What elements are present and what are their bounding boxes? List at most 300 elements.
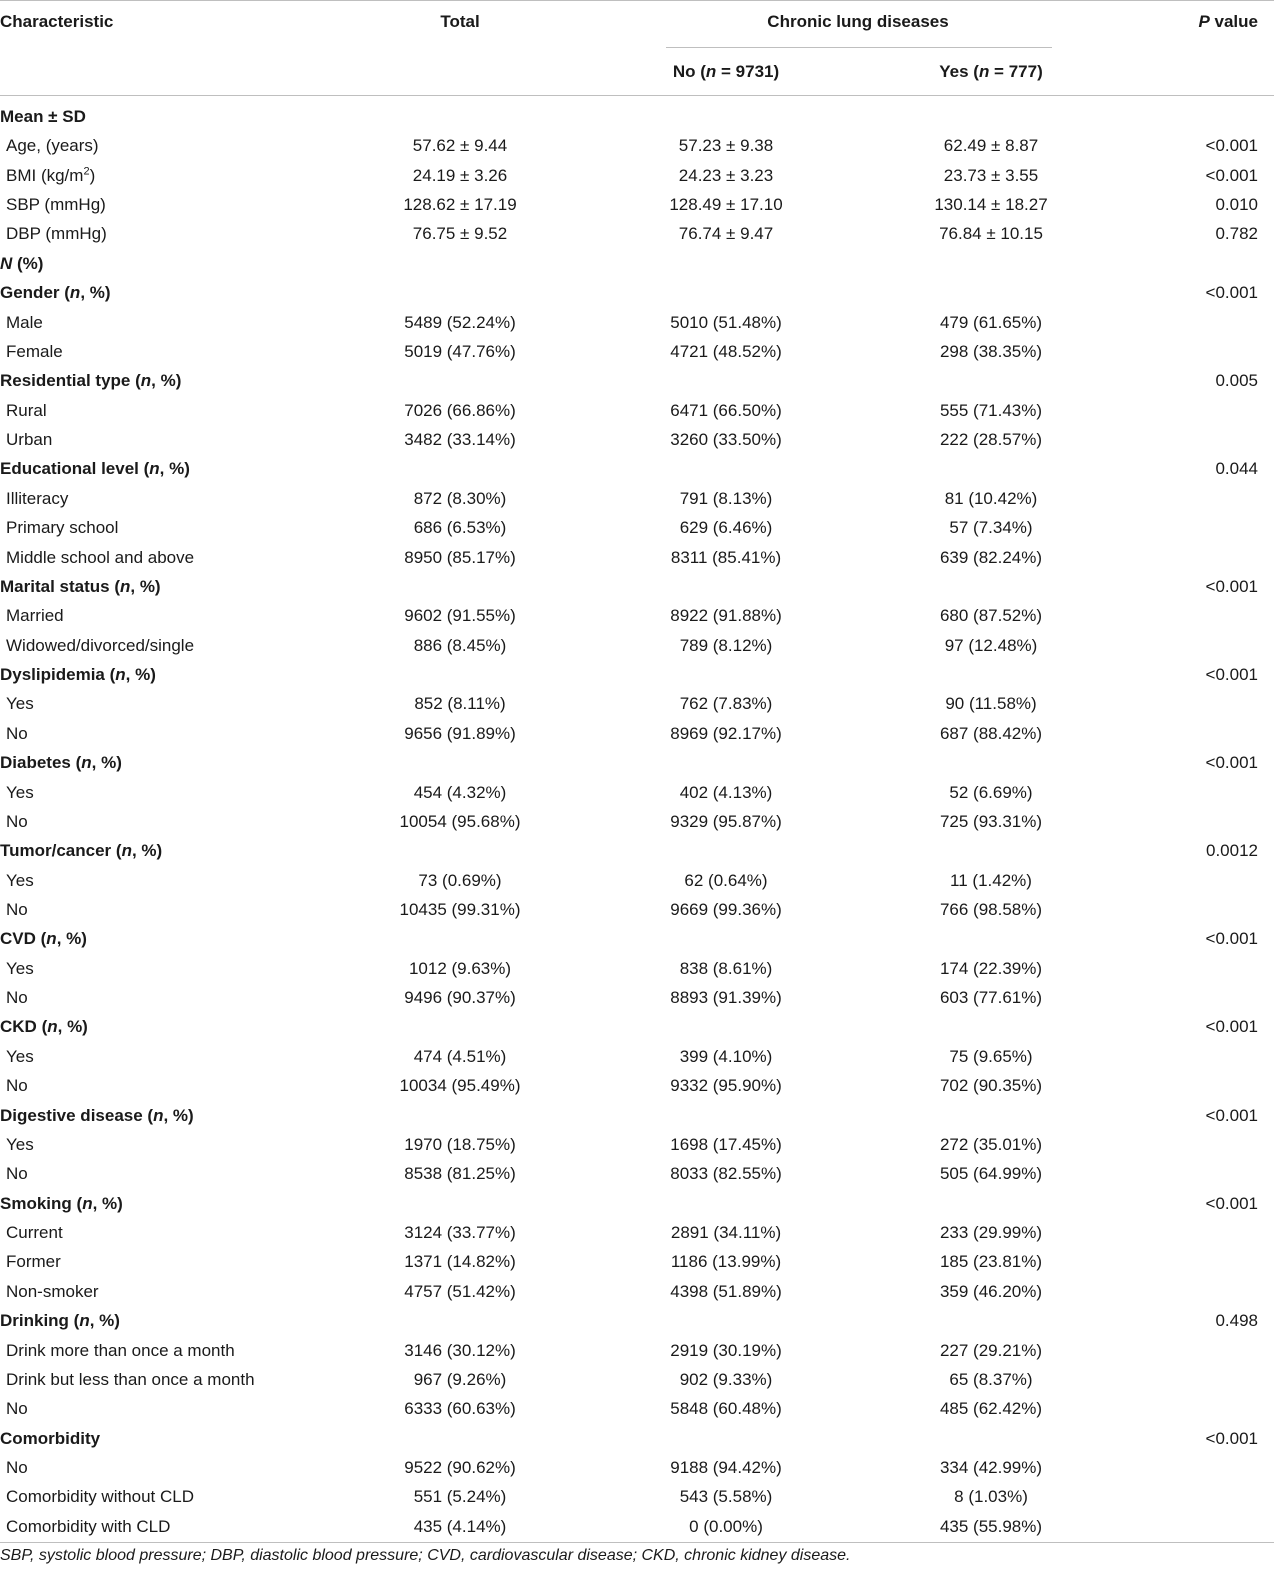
table-bottom-rule — [0, 1542, 1274, 1543]
table-row — [0, 954, 1274, 984]
row-label — [6, 1042, 34, 1072]
label-np-n: n — [82, 1193, 93, 1213]
label-np-close: , %) — [56, 929, 87, 949]
cell-yes-cld: 174 (22.39%) — [939, 958, 1043, 978]
section-label — [0, 102, 86, 132]
label-text: Rural — [6, 400, 47, 420]
label-np-n: n — [119, 576, 131, 596]
table-row — [0, 866, 1274, 896]
label-text: Diabetes — [0, 753, 71, 773]
table-row — [0, 1130, 1274, 1160]
section-label — [0, 836, 162, 866]
label-np-close: , %) — [131, 841, 163, 861]
cell-no-cld: 76.74 ± 9.47 — [678, 224, 774, 244]
table-row — [0, 631, 1274, 661]
cell-no-cld: 902 (9.33%) — [679, 1369, 773, 1389]
label-text: No — [6, 1399, 28, 1419]
cell-yes-cld: 435 (55.98%) — [939, 1516, 1043, 1536]
table-row — [0, 1042, 1274, 1072]
label-np-n: n — [115, 665, 126, 685]
cell-no-cld: 402 (4.13%) — [679, 782, 773, 802]
cell-yes-cld: 485 (62.42%) — [939, 1399, 1043, 1419]
cell-total: 8950 (85.17%) — [404, 547, 516, 567]
cell-total: 1970 (18.75%) — [404, 1134, 516, 1154]
label-superscript: 2 — [83, 165, 90, 178]
cell-yes-cld: 505 (64.99%) — [939, 1164, 1043, 1184]
cell-total: 10054 (95.68%) — [399, 811, 521, 831]
label-text: Yes — [6, 958, 34, 978]
label-text: No — [6, 899, 28, 919]
cell-total: 9496 (90.37%) — [404, 988, 516, 1008]
table-row — [0, 601, 1274, 631]
cell-no-cld: 4398 (51.89%) — [670, 1281, 782, 1301]
label-text: Marital status — [0, 576, 110, 596]
cell-no-cld: 9329 (95.87%) — [670, 811, 782, 831]
label-text: No — [6, 1458, 28, 1478]
section-row — [0, 366, 1274, 396]
cell-total: 4757 (51.42%) — [404, 1281, 516, 1301]
row-label — [6, 219, 107, 249]
table-row — [0, 484, 1274, 514]
section-label — [0, 249, 43, 279]
section-label — [0, 660, 156, 690]
label-np-close: , %) — [163, 1105, 194, 1125]
cell-p-value: <0.001 — [1205, 1193, 1258, 1213]
cell-no-cld: 8893 (91.39%) — [670, 988, 782, 1008]
label-text: Age, (years) — [6, 136, 99, 156]
label-text: No — [6, 1076, 28, 1096]
cell-total: 3124 (33.77%) — [404, 1223, 516, 1243]
table-row — [0, 807, 1274, 837]
label-text: No — [6, 988, 28, 1008]
cell-no-cld: 1698 (17.45%) — [670, 1134, 782, 1154]
row-label — [6, 396, 47, 426]
cell-yes-cld: 227 (29.21%) — [939, 1340, 1043, 1360]
cell-total: 967 (9.26%) — [413, 1369, 507, 1389]
row-label — [6, 425, 52, 455]
row-label — [6, 954, 34, 984]
section-label — [0, 748, 122, 778]
row-label — [6, 1336, 235, 1366]
cell-yes-cld: 687 (88.42%) — [939, 723, 1043, 743]
cell-no-cld: 791 (8.13%) — [679, 488, 773, 508]
row-label — [6, 983, 28, 1013]
cell-total: 7026 (66.86%) — [404, 400, 516, 420]
label-text: Educational level — [0, 459, 139, 479]
label-text: No — [6, 1164, 28, 1184]
row-label — [6, 866, 34, 896]
label-text: DBP (mmHg) — [6, 224, 107, 244]
label-np-n: n — [79, 1311, 90, 1331]
table-row — [0, 1277, 1274, 1307]
cell-yes-cld: 8 (1.03%) — [954, 1487, 1028, 1507]
label-text: Current — [6, 1223, 63, 1243]
cell-yes-cld: 222 (28.57%) — [939, 430, 1043, 450]
section-label — [0, 366, 181, 396]
table-row — [0, 778, 1274, 808]
cell-total: 76.75 ± 9.52 — [412, 224, 508, 244]
table-row — [0, 190, 1274, 220]
section-row — [0, 1189, 1274, 1219]
table-row — [0, 1394, 1274, 1424]
row-label — [6, 484, 68, 514]
cell-total: 24.19 ± 3.26 — [412, 165, 508, 185]
cell-no-cld: 0 (0.00%) — [689, 1516, 763, 1536]
section-row — [0, 454, 1274, 484]
cell-yes-cld: 52 (6.69%) — [949, 782, 1033, 802]
label-text: Mean ± SD — [0, 107, 86, 126]
label-text: CVD — [0, 929, 36, 949]
cell-no-cld: 62 (0.64%) — [684, 870, 768, 890]
cell-total: 8538 (81.25%) — [404, 1164, 516, 1184]
row-label — [6, 131, 99, 161]
cell-yes-cld: 555 (71.43%) — [939, 400, 1043, 420]
cell-total: 73 (0.69%) — [418, 870, 502, 890]
section-row — [0, 1012, 1274, 1042]
table-row — [0, 1365, 1274, 1395]
table-top-rule — [0, 0, 1274, 1]
row-label — [6, 1130, 34, 1160]
cell-yes-cld: 272 (35.01%) — [939, 1134, 1043, 1154]
cell-no-cld: 399 (4.10%) — [679, 1046, 773, 1066]
header-group-rule — [666, 47, 1052, 48]
table-row — [0, 131, 1274, 161]
label-text: Digestive disease — [0, 1105, 143, 1125]
header-total: Total — [440, 12, 480, 31]
cell-p-value: <0.001 — [1205, 1428, 1258, 1448]
row-label — [6, 543, 194, 573]
section-label — [0, 1189, 123, 1219]
cell-yes-cld: 185 (23.81%) — [939, 1252, 1043, 1272]
table-row — [0, 1336, 1274, 1366]
header-chronic-lung-diseases: Chronic lung diseases — [767, 12, 949, 31]
cell-yes-cld: 97 (12.48%) — [944, 635, 1038, 655]
cell-no-cld: 3260 (33.50%) — [670, 430, 782, 450]
label-text: Middle school and above — [6, 547, 195, 567]
cell-total: 9522 (90.62%) — [404, 1458, 516, 1478]
cell-yes-cld: 479 (61.65%) — [939, 312, 1043, 332]
cell-total: 474 (4.51%) — [413, 1046, 507, 1066]
cell-yes-cld: 639 (82.24%) — [939, 547, 1043, 567]
label-np-close: , %) — [89, 1311, 120, 1331]
label-text: CKD — [0, 1017, 37, 1037]
label-suffix: ) — [89, 165, 96, 185]
label-text: Residential type — [0, 371, 131, 391]
table-row — [0, 1482, 1274, 1512]
cell-yes-cld: 233 (29.99%) — [939, 1223, 1043, 1243]
label-text: Comorbidity without CLD — [6, 1487, 195, 1507]
cell-no-cld: 838 (8.61%) — [679, 958, 773, 978]
section-label — [0, 1012, 88, 1042]
label-np-open: ( — [71, 1193, 83, 1213]
cell-total: 551 (5.24%) — [413, 1487, 507, 1507]
label-np-close: , %) — [92, 1193, 123, 1213]
label-np-open: ( — [109, 576, 120, 596]
cell-no-cld: 4721 (48.52%) — [670, 341, 782, 361]
cell-no-cld: 8033 (82.55%) — [670, 1164, 782, 1184]
row-label — [6, 161, 95, 191]
label-np-close: , %) — [125, 665, 156, 685]
row-label — [6, 807, 28, 837]
table-row — [0, 689, 1274, 719]
cell-p-value: 0.498 — [1215, 1311, 1258, 1331]
label-text: Drinking — [0, 1311, 69, 1331]
cell-p-value: 0.0012 — [1206, 841, 1258, 861]
table-row — [0, 425, 1274, 455]
cell-p-value: <0.001 — [1205, 165, 1258, 185]
cell-total: 886 (8.45%) — [413, 635, 507, 655]
label-text: SBP (mmHg) — [6, 195, 106, 215]
label-text: Yes — [6, 694, 34, 714]
cell-total: 9602 (91.55%) — [404, 606, 516, 626]
table-row — [0, 543, 1274, 573]
header-yes: Yes (n = 777) — [939, 62, 1043, 81]
label-np-open: ( — [142, 1105, 154, 1125]
row-label — [6, 631, 194, 661]
label-np-n: n — [153, 1105, 164, 1125]
cell-no-cld: 128.49 ± 17.10 — [669, 195, 783, 215]
cell-p-value: <0.001 — [1205, 929, 1258, 949]
table-row — [0, 1512, 1274, 1542]
section-row — [0, 748, 1274, 778]
cell-p-value: <0.001 — [1205, 576, 1258, 596]
table-row — [0, 219, 1274, 249]
label-np-open: ( — [111, 841, 122, 861]
cell-no-cld: 9332 (95.90%) — [670, 1076, 782, 1096]
label-text: Tumor/cancer — [0, 841, 112, 861]
cell-yes-cld: 702 (90.35%) — [939, 1076, 1043, 1096]
label-text: Illiteracy — [6, 488, 69, 508]
row-label — [6, 689, 34, 719]
cell-no-cld: 629 (6.46%) — [679, 518, 773, 538]
row-label — [6, 601, 64, 631]
cell-no-cld: 5848 (60.48%) — [670, 1399, 782, 1419]
section-label — [0, 1306, 120, 1336]
cell-total: 5489 (52.24%) — [404, 312, 516, 332]
cell-no-cld: 8969 (92.17%) — [670, 723, 782, 743]
cell-yes-cld: 76.84 ± 10.15 — [939, 224, 1043, 244]
section-row — [0, 1424, 1274, 1454]
label-np-close: , %) — [159, 459, 190, 479]
cell-total: 3482 (33.14%) — [404, 430, 516, 450]
cell-yes-cld: 57 (7.34%) — [949, 518, 1033, 538]
section-row — [0, 1101, 1274, 1131]
label-np-open: ( — [68, 1311, 80, 1331]
label-text: No — [6, 811, 28, 831]
label-text: Dyslipidemia — [0, 665, 105, 685]
section-label — [0, 454, 190, 484]
cell-p-value: 0.005 — [1215, 371, 1258, 391]
label-np-open: ( — [70, 753, 82, 773]
label-text: Yes — [6, 1046, 34, 1066]
label-text: Non-smoker — [6, 1281, 99, 1301]
row-label — [6, 190, 106, 220]
section-row — [0, 924, 1274, 954]
table-row — [0, 983, 1274, 1013]
row-label — [6, 337, 63, 367]
label-np-n: n — [121, 841, 132, 861]
cell-yes-cld: 298 (38.35%) — [939, 341, 1043, 361]
label-np-open: ( — [104, 665, 116, 685]
label-np-open: ( — [59, 283, 70, 303]
section-row — [0, 278, 1274, 308]
cell-no-cld: 762 (7.83%) — [679, 694, 773, 714]
cell-no-cld: 9669 (99.36%) — [670, 899, 782, 919]
cell-yes-cld: 130.14 ± 18.27 — [934, 195, 1048, 215]
table-row — [0, 895, 1274, 925]
cell-total: 5019 (47.76%) — [404, 341, 516, 361]
row-label — [6, 1159, 28, 1189]
label-np-open: ( — [130, 371, 141, 391]
cell-total: 852 (8.11%) — [414, 694, 506, 714]
section-row — [0, 572, 1274, 602]
cell-p-value: <0.001 — [1205, 136, 1258, 156]
cell-yes-cld: 75 (9.65%) — [949, 1046, 1033, 1066]
cell-total: 872 (8.30%) — [413, 488, 507, 508]
label-text: Female — [6, 341, 63, 361]
cell-no-cld: 9188 (94.42%) — [670, 1458, 782, 1478]
cell-no-cld: 5010 (51.48%) — [670, 312, 782, 332]
row-label — [6, 1512, 170, 1542]
table-row — [0, 513, 1274, 543]
label-text: Yes — [6, 782, 34, 802]
table-row — [0, 308, 1274, 338]
cell-yes-cld: 680 (87.52%) — [939, 606, 1043, 626]
label-np-n: n — [69, 283, 81, 303]
cell-yes-cld: 65 (8.37%) — [949, 1369, 1033, 1389]
label-text: No — [6, 723, 28, 743]
row-label — [6, 719, 28, 749]
section-label — [0, 924, 87, 954]
cell-total: 1371 (14.82%) — [404, 1252, 516, 1272]
cell-total: 128.62 ± 17.19 — [403, 195, 517, 215]
row-label — [6, 1453, 28, 1483]
row-label — [6, 1218, 63, 1248]
cell-total: 435 (4.14%) — [413, 1516, 507, 1536]
row-label — [6, 1277, 99, 1307]
cell-no-cld: 2919 (30.19%) — [670, 1340, 782, 1360]
row-label — [6, 1071, 28, 1101]
cell-no-cld: 8922 (91.88%) — [670, 606, 782, 626]
cell-no-cld: 57.23 ± 9.38 — [678, 136, 774, 156]
label-italic: N — [0, 253, 13, 273]
cell-total: 10034 (95.49%) — [399, 1076, 521, 1096]
section-row — [0, 249, 1274, 279]
section-label — [0, 572, 161, 602]
cell-yes-cld: 90 (11.58%) — [945, 694, 1037, 714]
label-text: Comorbidity with CLD — [6, 1516, 171, 1536]
row-label — [6, 895, 28, 925]
cell-p-value: 0.010 — [1215, 195, 1258, 215]
cell-no-cld: 789 (8.12%) — [679, 635, 773, 655]
cell-yes-cld: 23.73 ± 3.55 — [943, 165, 1039, 185]
cell-no-cld: 6471 (66.50%) — [670, 400, 782, 420]
section-label — [0, 1101, 194, 1131]
cell-no-cld: 2891 (34.11%) — [670, 1223, 782, 1243]
label-text: Primary school — [6, 518, 119, 538]
cell-total: 57.62 ± 9.44 — [412, 136, 508, 156]
row-label — [6, 1365, 255, 1395]
label-rest: (%) — [12, 253, 44, 273]
cell-p-value: <0.001 — [1205, 1105, 1258, 1125]
section-label — [0, 278, 111, 308]
table-row — [0, 337, 1274, 367]
cell-no-cld: 24.23 ± 3.23 — [678, 165, 774, 185]
label-text: Widowed/divorced/single — [6, 635, 195, 655]
cell-no-cld: 8311 (85.41%) — [670, 547, 782, 567]
label-np-n: n — [47, 1017, 58, 1037]
cell-p-value: 0.044 — [1215, 459, 1258, 479]
cell-p-value: <0.001 — [1205, 753, 1258, 773]
label-text: Smoking — [0, 1193, 72, 1213]
cell-p-value: <0.001 — [1205, 283, 1258, 303]
cell-total: 454 (4.32%) — [413, 782, 507, 802]
cell-total: 9656 (91.89%) — [404, 723, 516, 743]
label-np-n: n — [140, 371, 152, 391]
header-no: No (n = 9731) — [672, 62, 780, 81]
table-row — [0, 1218, 1274, 1248]
table-footnote: SBP, systolic blood pressure; DBP, diastolic blood pressure; CVD, cardiovascular disease; CKD, chronic kidney disease. — [0, 1547, 851, 1564]
section-row — [0, 102, 1274, 132]
section-label — [0, 1424, 100, 1454]
label-text: Gender — [0, 283, 60, 303]
section-row — [0, 1306, 1274, 1336]
cell-yes-cld: 603 (77.61%) — [939, 988, 1043, 1008]
label-text: Yes — [6, 1134, 34, 1154]
cell-no-cld: 1186 (13.99%) — [670, 1252, 782, 1272]
cell-no-cld: 543 (5.58%) — [679, 1487, 773, 1507]
label-text: Drink but less than once a month — [6, 1369, 255, 1389]
label-np-close: , %) — [130, 576, 161, 596]
label-text: Married — [6, 606, 64, 626]
header-characteristic: Characteristic — [0, 12, 114, 31]
table-row — [0, 1159, 1274, 1189]
label-np-open: ( — [36, 1017, 48, 1037]
cell-total: 10435 (99.31%) — [399, 899, 521, 919]
row-label — [6, 1247, 61, 1277]
label-text: Yes — [6, 870, 34, 890]
label-text: Male — [6, 312, 43, 332]
row-label — [6, 778, 34, 808]
cell-total: 686 (6.53%) — [413, 518, 507, 538]
table-row — [0, 396, 1274, 426]
cell-yes-cld: 359 (46.20%) — [939, 1281, 1043, 1301]
header-p-value: P value — [1198, 12, 1258, 31]
cell-p-value: <0.001 — [1205, 1017, 1258, 1037]
cell-total: 1012 (9.63%) — [408, 958, 512, 978]
label-np-open: ( — [138, 459, 150, 479]
label-np-n: n — [46, 929, 57, 949]
label-text: Urban — [6, 430, 53, 450]
label-text: BMI (kg/m — [6, 165, 84, 185]
label-np-close: , %) — [57, 1017, 88, 1037]
label-np-n: n — [149, 459, 160, 479]
label-np-close: , %) — [91, 753, 122, 773]
row-label — [6, 308, 43, 338]
cell-yes-cld: 62.49 ± 8.87 — [943, 136, 1039, 156]
section-row — [0, 836, 1274, 866]
table-row — [0, 1453, 1274, 1483]
cell-p-value: 0.782 — [1215, 224, 1258, 244]
label-text: Drink more than once a month — [6, 1340, 235, 1360]
cell-p-value: <0.001 — [1205, 665, 1258, 685]
label-np-open: ( — [35, 929, 47, 949]
row-label — [6, 1482, 194, 1512]
table-row — [0, 719, 1274, 749]
section-row — [0, 660, 1274, 690]
cell-total: 6333 (60.63%) — [404, 1399, 516, 1419]
table-row — [0, 1247, 1274, 1277]
